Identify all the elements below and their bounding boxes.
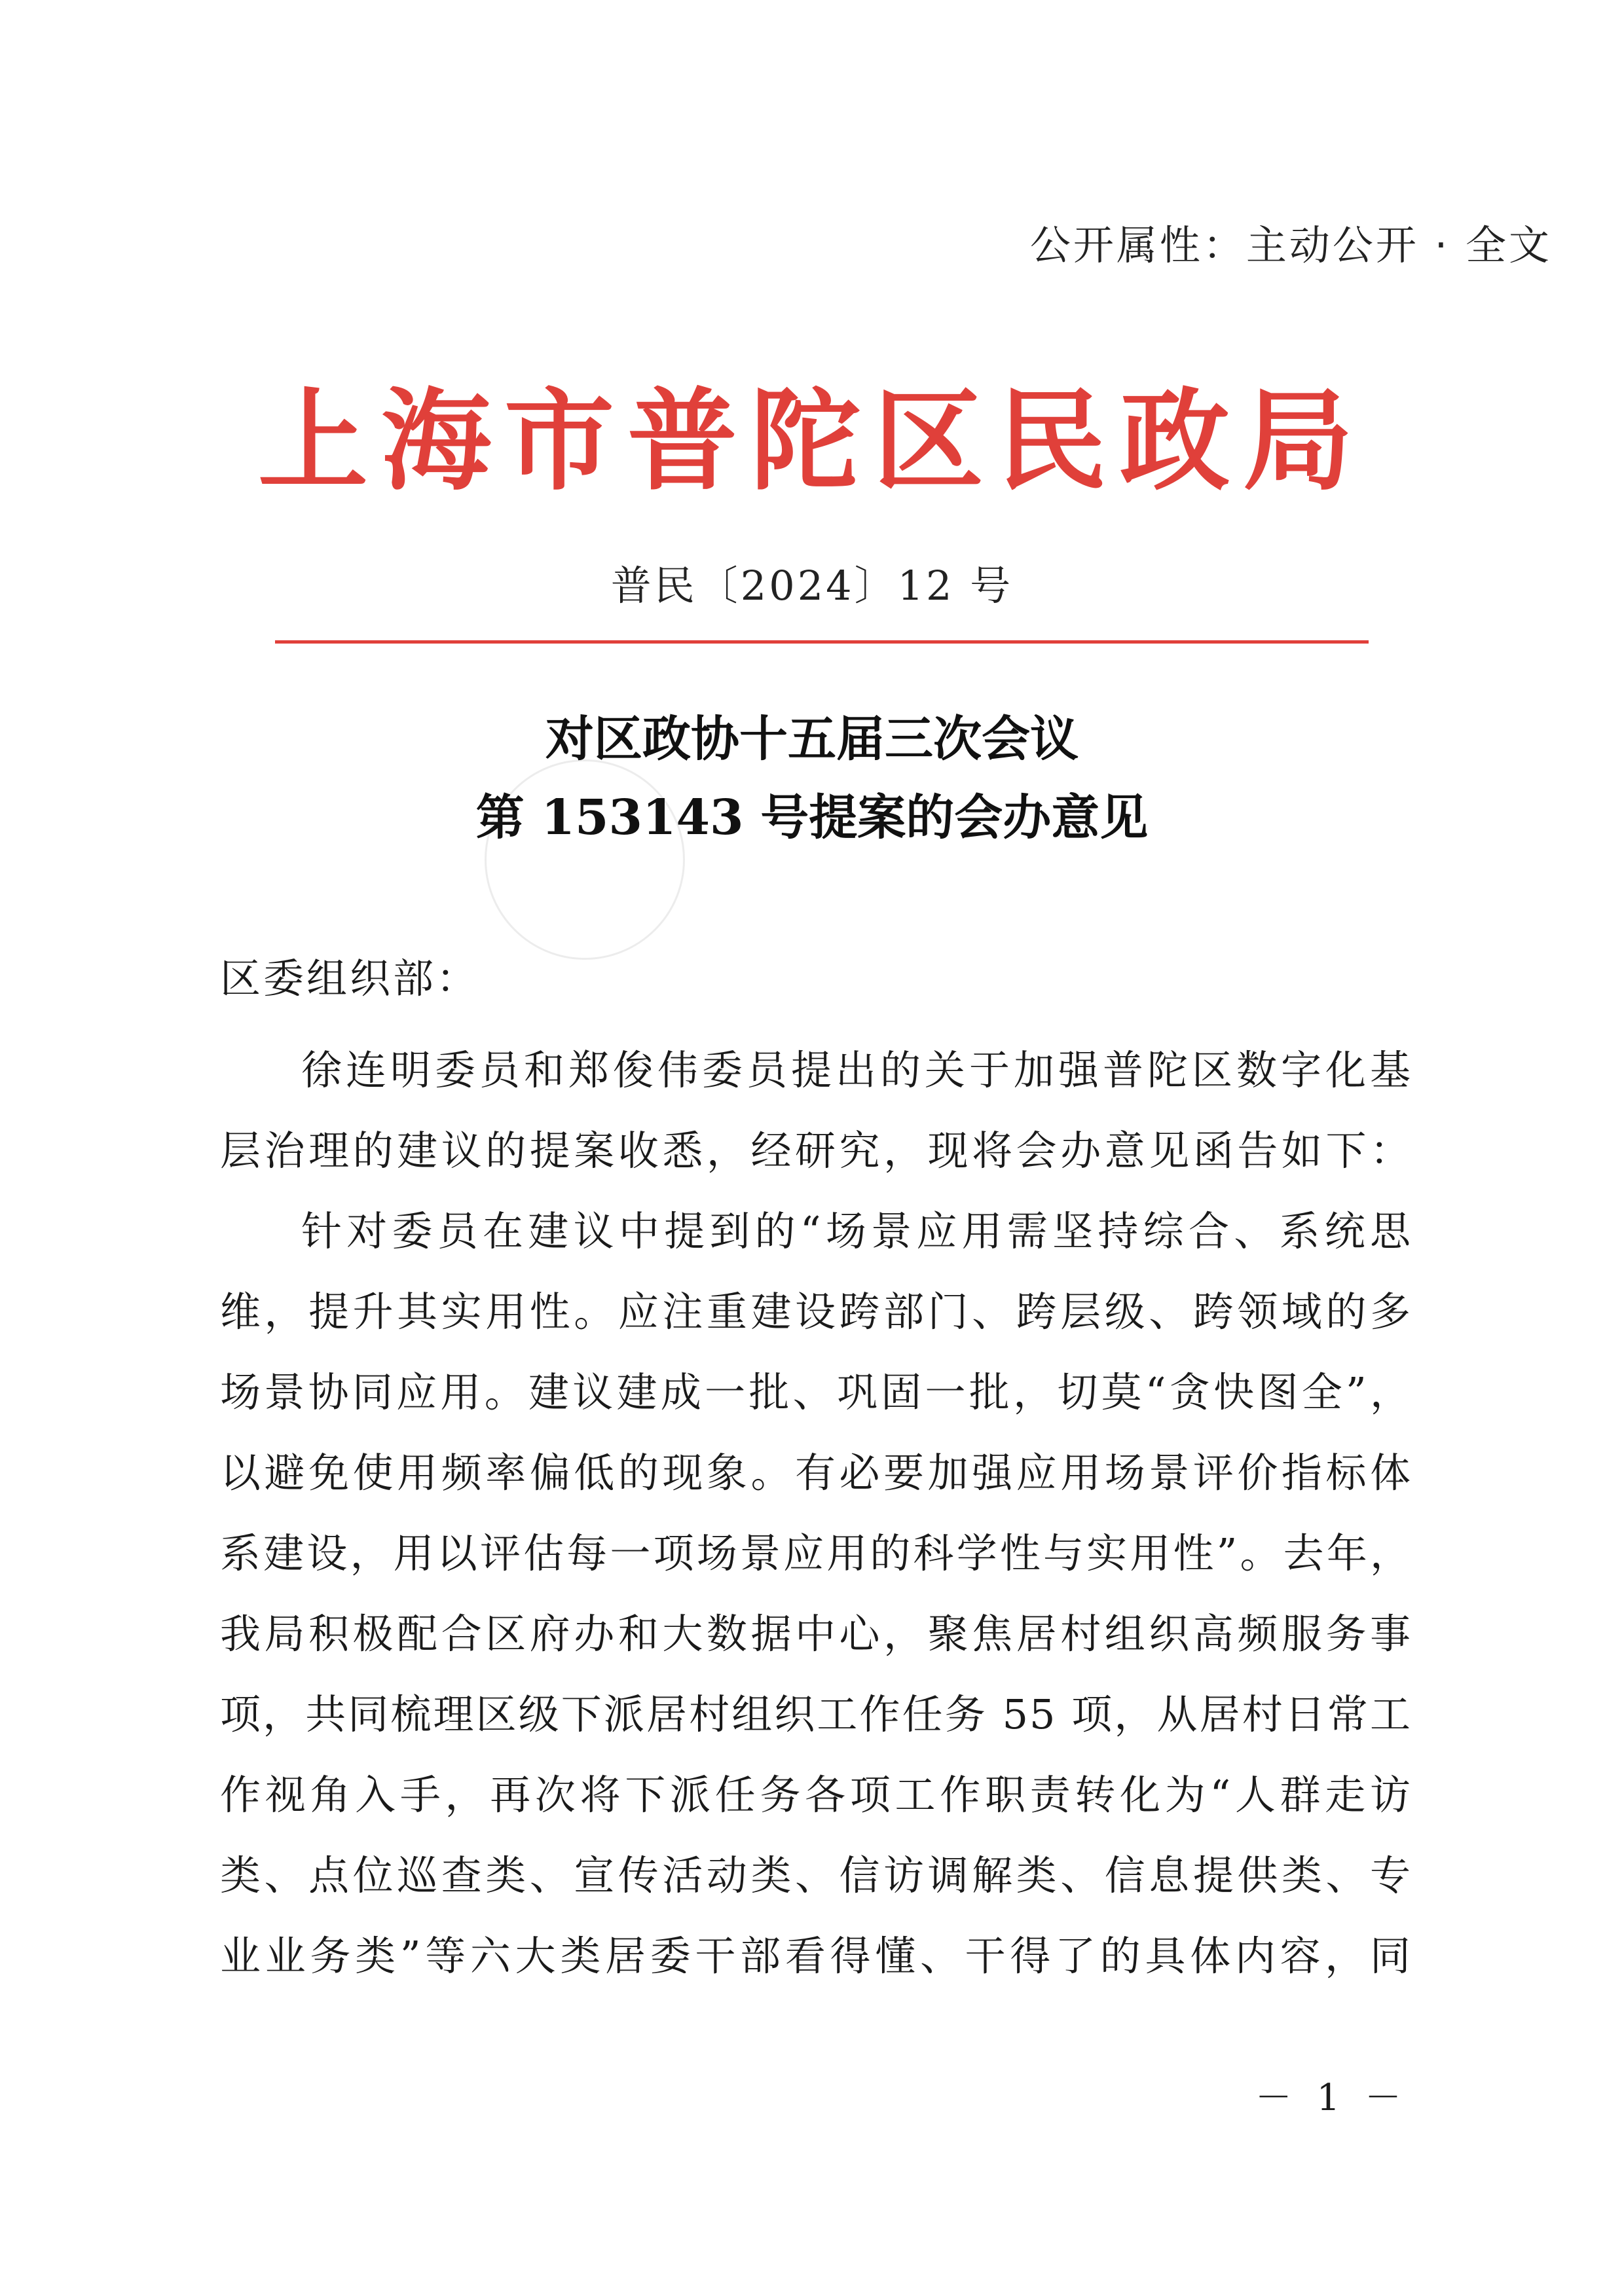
body-line: 项，共同梳理区级下派居村组织工作任务 55 项，从居村日常工 xyxy=(220,1690,1412,1738)
document-number: 普民〔2024〕12 号 xyxy=(610,562,1014,610)
body-line: 以避免使用频率偏低的现象。有必要加强应用场景评价指标体 xyxy=(220,1449,1412,1497)
body-line: 类、点位巡查类、宣传活动类、信访调解类、信息提供类、专 xyxy=(220,1851,1412,1899)
body-line: 层治理的建议的提案收悉，经研究，现将会办意见函告如下： xyxy=(220,1127,1412,1175)
document-title-line-1: 对区政协十五届三次会议 xyxy=(545,711,1079,767)
body-line: 场景协同应用。建议建成一批、巩固一批，切莫“贪快图全”， xyxy=(220,1368,1412,1416)
body-line: 维，提升其实用性。应注重建设跨部门、跨层级、跨领域的多 xyxy=(220,1288,1412,1336)
body-line: 我局积极配合区府办和大数据中心，聚焦居村组织高频服务事 xyxy=(220,1610,1412,1658)
disclosure-attribute: 公开属性：主动公开 · 全文 xyxy=(1029,221,1552,269)
organization-title: 上海市普陀区民政局 xyxy=(258,377,1366,505)
body-line: 系建设，用以评估每一项场景应用的科学性与实用性”。去年， xyxy=(220,1529,1412,1577)
page-number: － 1 － xyxy=(1255,2077,1408,2119)
body-line: 业业务类”等六大类居委干部看得懂、干得了的具体内容，同 xyxy=(220,1932,1412,1980)
body-line: 针对委员在建议中提到的“场景应用需坚持综合、系统思 xyxy=(301,1207,1412,1255)
red-divider-line xyxy=(275,640,1369,644)
body-line: 作视角入手，再次将下派任务各项工作职责转化为“人群走访 xyxy=(220,1771,1412,1819)
document-title-line-2: 第 153143 号提案的会办意见 xyxy=(475,790,1149,846)
salutation: 区委组织部： xyxy=(220,955,480,1002)
body-line: 徐连明委员和郑俊伟委员提出的关于加强普陀区数字化基 xyxy=(301,1046,1412,1094)
